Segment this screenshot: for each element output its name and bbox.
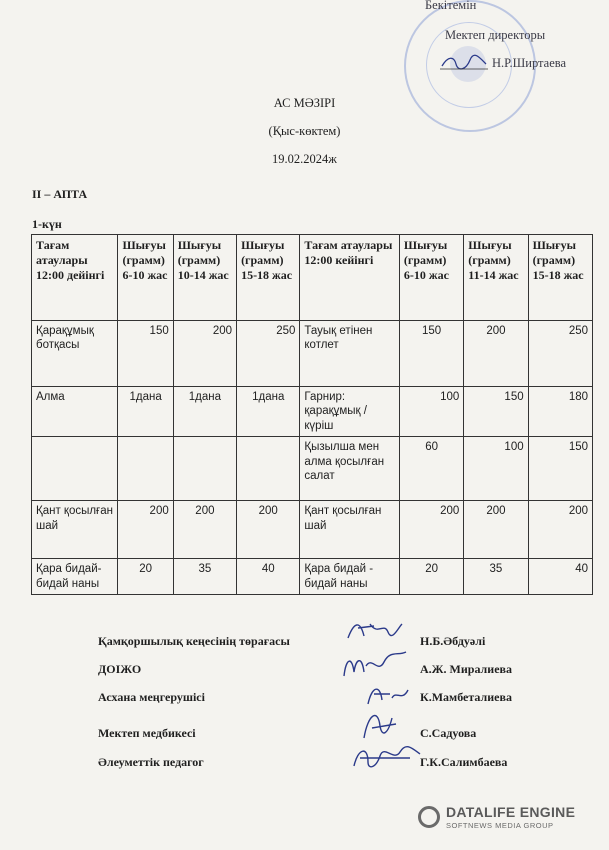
table-cell: 20 xyxy=(399,559,463,595)
table-cell: 200 xyxy=(399,501,463,559)
table-header-row xyxy=(32,235,593,321)
signature-row-doizho xyxy=(98,662,558,677)
menu-title: АС МӘЗІРІ xyxy=(273,96,336,110)
table-cell xyxy=(237,437,300,501)
datalife-logo-icon xyxy=(418,806,440,828)
table-cell: Тауық етінен котлет xyxy=(300,321,400,387)
header-cell: Шығуы (грамм) 6-10 жас xyxy=(399,235,463,321)
table-cell: 150 xyxy=(399,321,463,387)
watermark-brand: DATALIFE ENGINE xyxy=(446,804,576,820)
week-label: ІІ – АПТА xyxy=(32,187,88,201)
signature-name: С.Садуова xyxy=(420,726,477,740)
signature-mark-doizho xyxy=(340,648,410,682)
signature-row-council xyxy=(98,634,558,649)
table-cell: 150 xyxy=(528,437,592,501)
header-cell: Тағам атаулары 12:00 кейінгі xyxy=(300,235,400,321)
table-cell: 200 xyxy=(118,501,173,559)
header-cell: Шығуы (грамм) 10-14 жас xyxy=(173,235,236,321)
table-cell: 180 xyxy=(528,387,592,437)
table-row xyxy=(32,501,593,559)
table-cell: Қызылша мен алма қосылған салат xyxy=(300,437,400,501)
table-cell: 35 xyxy=(173,559,236,595)
header-cell: Шығуы (грамм) 15-18 жас xyxy=(528,235,592,321)
signature-row-nurse xyxy=(98,726,558,741)
table-cell: 250 xyxy=(528,321,592,387)
table-cell xyxy=(118,437,173,501)
table-row xyxy=(32,321,593,387)
signature-role: Әлеуметтік педагог xyxy=(98,755,204,769)
signature-role: ДОІЖО xyxy=(98,662,142,676)
header-cell: Шығуы (грамм) 6-10 жас xyxy=(118,235,173,321)
table-cell: 60 xyxy=(399,437,463,501)
table-cell: 40 xyxy=(528,559,592,595)
table-cell: 200 xyxy=(464,501,528,559)
table-cell: 100 xyxy=(464,437,528,501)
table-cell: 1дана xyxy=(237,387,300,437)
director-signature xyxy=(440,52,488,72)
header-cell: Шығуы (грамм) 15-18 жас xyxy=(237,235,300,321)
table-cell xyxy=(173,437,236,501)
signature-row-canteen xyxy=(98,690,558,705)
signature-role: Асхана меңгерушісі xyxy=(98,690,205,704)
signature-mark-council xyxy=(344,618,404,644)
table-cell: 35 xyxy=(464,559,528,595)
table-cell: 200 xyxy=(173,501,236,559)
table-cell: 200 xyxy=(528,501,592,559)
table-row xyxy=(32,387,593,437)
watermark-sub: SOFTNEWS MEDIA GROUP xyxy=(446,821,554,830)
header-cell: Шығуы (грамм) 11-14 жас xyxy=(464,235,528,321)
table-cell: 100 xyxy=(399,387,463,437)
table-cell: 250 xyxy=(237,321,300,387)
table-cell: Қант қосылған шай xyxy=(300,501,400,559)
signature-name: Г.К.Салимбаева xyxy=(420,755,508,769)
signature-name: К.Мамбеталиева xyxy=(420,690,512,704)
table-row xyxy=(32,559,593,595)
signature-row-social xyxy=(98,755,558,770)
signature-role: Қамқоршылық кеңесінің төрағасы xyxy=(98,634,290,648)
menu-table xyxy=(31,234,593,595)
table-cell: Алма xyxy=(32,387,118,437)
day-label: 1-күн xyxy=(32,217,62,231)
table-row xyxy=(32,437,593,501)
table-cell: Қарақұмық ботқасы xyxy=(32,321,118,387)
table-cell: 1дана xyxy=(118,387,173,437)
signature-name: Н.Б.Әбдуәлі xyxy=(420,634,486,648)
table-cell: Қара бидай - бидай наны xyxy=(300,559,400,595)
table-cell: 150 xyxy=(118,321,173,387)
signature-mark-nurse xyxy=(358,704,402,744)
table-cell: 200 xyxy=(237,501,300,559)
signature-mark-social xyxy=(350,740,422,774)
table-cell: 1дана xyxy=(173,387,236,437)
table-cell xyxy=(32,437,118,501)
table-cell: 20 xyxy=(118,559,173,595)
approval-position: Мектеп директоры xyxy=(445,28,546,42)
table-cell: Қара бидай-бидай наны xyxy=(32,559,118,595)
signature-role: Мектеп медбикесі xyxy=(98,726,196,740)
approval-label: Бекітемін xyxy=(425,0,477,12)
table-cell: 200 xyxy=(464,321,528,387)
menu-season: (Қыс-көктем) xyxy=(268,124,341,138)
table-cell: 200 xyxy=(173,321,236,387)
table-cell: 40 xyxy=(237,559,300,595)
signature-name: А.Ж. Миралиева xyxy=(420,662,513,676)
header-cell: Тағам атаулары 12:00 дейінгі xyxy=(32,235,118,321)
approval-name: Н.Р.Ширтаева xyxy=(492,56,567,70)
table-cell: 150 xyxy=(464,387,528,437)
table-cell: Гарнир: қарақұмық / күріш xyxy=(300,387,400,437)
table-cell: Қант қосылған шай xyxy=(32,501,118,559)
menu-date: 19.02.2024ж xyxy=(272,152,337,166)
